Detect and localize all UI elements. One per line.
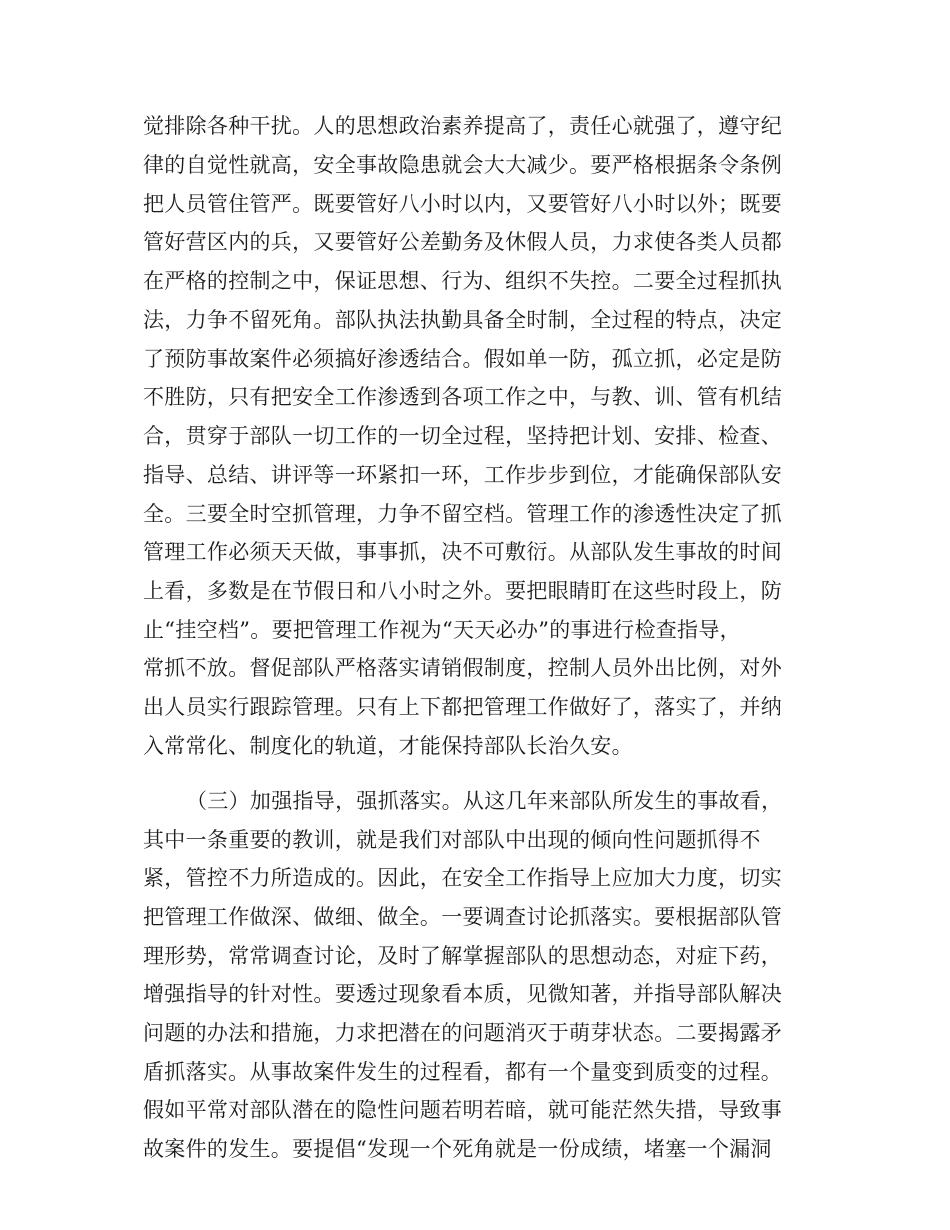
section-heading-line: （三）加强指导，强抓落实。从这几年来部队所发生的事故看， <box>186 789 783 813</box>
text-line: 全。三要全时空抓管理，力争不留空档。管理工作的渗透性决定了抓 <box>143 502 782 526</box>
text-line: 合，贯穿于部队一切工作的一切全过程，坚持把计划、安排、检查、 <box>143 424 782 448</box>
text-line: 其中一条重要的教训，就是我们对部队中出现的倾向性问题抓得不 <box>143 828 761 852</box>
text-line: 律的自觉性就高，安全事故隐患就会大大减少。要严格根据条令条例 <box>143 153 782 177</box>
text-line: 盾抓落实。从事故案件发生的过程看，都有一个量变到质变的过程。 <box>143 1060 782 1084</box>
text-line: 紧，管控不力所造成的。因此，在安全工作指导上应加大力度，切实 <box>143 866 782 890</box>
text-line: 管理工作必须天天做，事事抓，决不可敷衍。从部队发生事故的时间 <box>143 540 782 564</box>
text-line: 问题的办法和措施，力求把潜在的问题消灭于萌芽状态。二要揭露矛 <box>143 1021 782 1045</box>
text-line: 指导、总结、讲评等一环紧扣一环，工作步步到位，才能确保部队安 <box>143 463 782 487</box>
text-line: 理形势，常常调查讨论，及时了解掌握部队的思想动态，对症下药， <box>143 944 782 968</box>
text-line: 把人员管住管严。既要管好八小时以内，又要管好八小时以外；既要 <box>143 192 782 216</box>
text-line: 管好营区内的兵，又要管好公差勤务及休假人员，力求使各类人员都 <box>143 230 782 254</box>
text-line: 把管理工作做深、做细、做全。一要调查讨论抓落实。要根据部队管 <box>143 905 782 929</box>
text-line: 出人员实行跟踪管理。只有上下都把管理工作做好了，落实了，并纳 <box>143 695 782 719</box>
text-line: 不胜防，只有把安全工作渗透到各项工作之中，与教、训、管有机结 <box>143 385 782 409</box>
text-line: 觉排除各种干扰。人的思想政治素养提高了，责任心就强了，遵守纪 <box>143 114 782 138</box>
text-line: 入常常化、制度化的轨道，才能保持部队长治久安。 <box>143 734 633 758</box>
text-line: 止“挂空档”。要把管理工作视为“天天必办”的事进行检查指导， <box>143 618 741 642</box>
text-line: 增强指导的针对性。要透过现象看本质，见微知著，并指导部队解决 <box>143 982 782 1006</box>
text-line: 假如平常对部队潜在的隐性问题若明若暗，就可能茫然失措，导致事 <box>143 1098 782 1122</box>
text-line: 法，力争不留死角。部队执法执勤具备全时制，全过程的特点，决定 <box>143 308 782 332</box>
text-line: 了预防事故案件必须搞好渗透结合。假如单一防，孤立抓，必定是防 <box>143 347 782 371</box>
text-line: 在严格的控制之中，保证思想、行为、组织不失控。二要全过程抓执 <box>143 269 782 293</box>
text-line: 故案件的发生。要提倡“发现一个死角就是一份成绩，堵塞一个漏洞 <box>143 1137 772 1161</box>
text-line: 常抓不放。督促部队严格落实请销假制度，控制人员外出比例，对外 <box>143 656 782 680</box>
text-line: 上看，多数是在节假日和八小时之外。要把眼睛盯在这些时段上，防 <box>143 579 782 603</box>
